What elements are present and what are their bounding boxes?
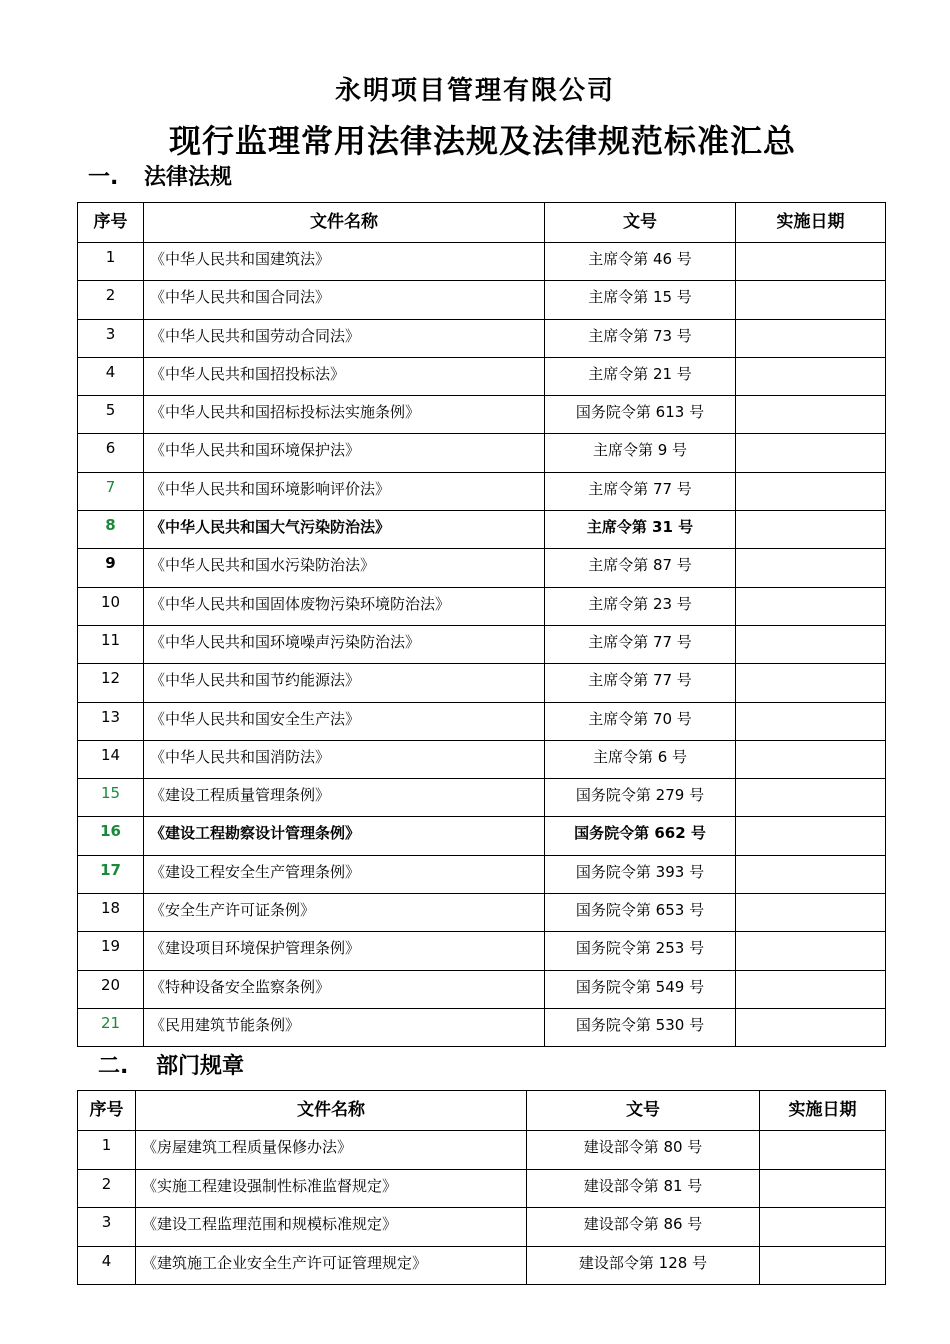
row-number-cell: 1 bbox=[78, 1131, 136, 1170]
effective-date-cell bbox=[736, 894, 886, 932]
effective-date-cell bbox=[736, 396, 886, 434]
table-row bbox=[78, 434, 886, 472]
effective-date-cell bbox=[736, 587, 886, 625]
document-name-cell: 《中华人民共和国劳动合同法》 bbox=[144, 319, 545, 357]
table-row bbox=[78, 396, 886, 434]
row-number-cell: 12 bbox=[78, 664, 144, 702]
document-number-cell: 主席令第 70 号 bbox=[545, 702, 736, 740]
row-number-cell: 6 bbox=[78, 434, 144, 472]
table-row bbox=[78, 1246, 886, 1285]
document-number-cell: 主席令第 9 号 bbox=[545, 434, 736, 472]
row-number-cell: 8 bbox=[78, 511, 144, 549]
row-number-cell: 11 bbox=[78, 625, 144, 663]
document-number-cell: 国务院令第 653 号 bbox=[545, 894, 736, 932]
document-number-cell: 国务院令第 530 号 bbox=[545, 1008, 736, 1046]
document-name-cell: 《中华人民共和国环境保护法》 bbox=[144, 434, 545, 472]
document-number-cell: 国务院令第 253 号 bbox=[545, 932, 736, 970]
table-row bbox=[78, 319, 886, 357]
table-row bbox=[78, 817, 886, 855]
document-name-cell: 《中华人民共和国招标投标法实施条例》 bbox=[144, 396, 545, 434]
document-number-cell: 主席令第 77 号 bbox=[545, 472, 736, 510]
effective-date-cell bbox=[736, 357, 886, 395]
header-name: 文件名称 bbox=[136, 1091, 527, 1131]
section1-title: 法律法规 bbox=[144, 165, 233, 190]
document-name-cell: 《中华人民共和国招投标法》 bbox=[144, 357, 545, 395]
document-number-cell: 主席令第 77 号 bbox=[545, 625, 736, 663]
document-number-cell: 主席令第 77 号 bbox=[545, 664, 736, 702]
row-number-cell: 3 bbox=[78, 1208, 136, 1247]
table-header-row bbox=[78, 1091, 886, 1131]
header-no: 序号 bbox=[78, 203, 144, 243]
table-row bbox=[78, 740, 886, 778]
document-name-cell: 《实施工程建设强制性标准监督规定》 bbox=[136, 1169, 527, 1208]
effective-date-cell bbox=[736, 549, 886, 587]
row-number-cell: 4 bbox=[78, 1246, 136, 1285]
section2-heading bbox=[98, 1049, 244, 1080]
company-name: 永明项目管理有限公司 bbox=[334, 76, 615, 106]
row-number-cell: 18 bbox=[78, 894, 144, 932]
document-number-cell: 主席令第 15 号 bbox=[545, 281, 736, 319]
effective-date-cell bbox=[760, 1208, 886, 1247]
table-row bbox=[78, 625, 886, 663]
row-number-cell: 10 bbox=[78, 587, 144, 625]
table-row bbox=[78, 855, 886, 893]
effective-date-cell bbox=[736, 817, 886, 855]
row-number-cell: 5 bbox=[78, 396, 144, 434]
document-number-cell: 主席令第 23 号 bbox=[545, 587, 736, 625]
row-number-cell: 15 bbox=[78, 779, 144, 817]
table-row bbox=[78, 970, 886, 1008]
document-name-cell: 《中华人民共和国环境噪声污染防治法》 bbox=[144, 625, 545, 663]
effective-date-cell bbox=[736, 740, 886, 778]
table-row bbox=[78, 587, 886, 625]
row-number-cell: 2 bbox=[78, 1169, 136, 1208]
table-row bbox=[78, 1208, 886, 1247]
table-row bbox=[78, 1008, 886, 1046]
effective-date-cell bbox=[736, 702, 886, 740]
document-number-cell: 国务院令第 279 号 bbox=[545, 779, 736, 817]
row-number-cell: 3 bbox=[78, 319, 144, 357]
document-name-cell: 《建设工程安全生产管理条例》 bbox=[144, 855, 545, 893]
effective-date-cell bbox=[736, 472, 886, 510]
table-row bbox=[78, 511, 886, 549]
document-name-cell: 《中华人民共和国合同法》 bbox=[144, 281, 545, 319]
document-name-cell: 《安全生产许可证条例》 bbox=[144, 894, 545, 932]
table-row bbox=[78, 281, 886, 319]
table-row bbox=[78, 702, 886, 740]
row-number-cell: 13 bbox=[78, 702, 144, 740]
effective-date-cell bbox=[736, 281, 886, 319]
effective-date-cell bbox=[736, 319, 886, 357]
document-name-cell: 《特种设备安全监察条例》 bbox=[144, 970, 545, 1008]
document-name-cell: 《中华人民共和国节约能源法》 bbox=[144, 664, 545, 702]
row-number-cell: 4 bbox=[78, 357, 144, 395]
row-number-cell: 2 bbox=[78, 281, 144, 319]
effective-date-cell bbox=[736, 625, 886, 663]
document-title: 现行监理常用法律法规及法律规范标准汇总 bbox=[168, 122, 796, 160]
table-row bbox=[78, 779, 886, 817]
table-row bbox=[78, 549, 886, 587]
document-name-cell: 《建设工程勘察设计管理条例》 bbox=[144, 817, 545, 855]
document-number-cell: 主席令第 46 号 bbox=[545, 243, 736, 281]
table-row bbox=[78, 932, 886, 970]
row-number-cell: 21 bbox=[78, 1008, 144, 1046]
header-doc: 文号 bbox=[545, 203, 736, 243]
row-number-cell: 20 bbox=[78, 970, 144, 1008]
document-name-cell: 《房屋建筑工程质量保修办法》 bbox=[136, 1131, 527, 1170]
document-name-cell: 《中华人民共和国消防法》 bbox=[144, 740, 545, 778]
effective-date-cell bbox=[736, 1008, 886, 1046]
document-number-cell: 主席令第 87 号 bbox=[545, 549, 736, 587]
document-number-cell: 主席令第 73 号 bbox=[545, 319, 736, 357]
header-date: 实施日期 bbox=[736, 203, 886, 243]
document-name-cell: 《建筑施工企业安全生产许可证管理规定》 bbox=[136, 1246, 527, 1285]
header-doc: 文号 bbox=[527, 1091, 760, 1131]
header-name: 文件名称 bbox=[144, 203, 545, 243]
table-row bbox=[78, 1131, 886, 1170]
document-number-cell: 国务院令第 549 号 bbox=[545, 970, 736, 1008]
effective-date-cell bbox=[736, 434, 886, 472]
document-number-cell: 国务院令第 393 号 bbox=[545, 855, 736, 893]
row-number-cell: 14 bbox=[78, 740, 144, 778]
document-number-cell: 国务院令第 613 号 bbox=[545, 396, 736, 434]
document-number-cell: 建设部令第 86 号 bbox=[527, 1208, 760, 1247]
row-number-cell: 17 bbox=[78, 855, 144, 893]
document-number-cell: 建设部令第 80 号 bbox=[527, 1131, 760, 1170]
row-number-cell: 19 bbox=[78, 932, 144, 970]
table-row bbox=[78, 243, 886, 281]
effective-date-cell bbox=[760, 1131, 886, 1170]
document-name-cell: 《中华人民共和国环境影响评价法》 bbox=[144, 472, 545, 510]
document-name-cell: 《中华人民共和国安全生产法》 bbox=[144, 702, 545, 740]
document-number-cell: 国务院令第 662 号 bbox=[545, 817, 736, 855]
document-number-cell: 主席令第 31 号 bbox=[545, 511, 736, 549]
effective-date-cell bbox=[736, 664, 886, 702]
section1-number: 一. bbox=[88, 165, 119, 190]
row-number-cell: 9 bbox=[78, 549, 144, 587]
table-row bbox=[78, 1169, 886, 1208]
row-number-cell: 1 bbox=[78, 243, 144, 281]
document-name-cell: 《建设项目环境保护管理条例》 bbox=[144, 932, 545, 970]
effective-date-cell bbox=[736, 243, 886, 281]
table-header-row bbox=[78, 203, 886, 243]
table-row bbox=[78, 357, 886, 395]
document-name-cell: 《建设工程质量管理条例》 bbox=[144, 779, 545, 817]
section2-title: 部门规章 bbox=[156, 1054, 245, 1079]
effective-date-cell bbox=[760, 1169, 886, 1208]
header-date: 实施日期 bbox=[760, 1091, 886, 1131]
document-number-cell: 建设部令第 128 号 bbox=[527, 1246, 760, 1285]
effective-date-cell bbox=[736, 932, 886, 970]
document-name-cell: 《中华人民共和国建筑法》 bbox=[144, 243, 545, 281]
document-name-cell: 《中华人民共和国水污染防治法》 bbox=[144, 549, 545, 587]
document-number-cell: 主席令第 21 号 bbox=[545, 357, 736, 395]
document-name-cell: 《中华人民共和国大气污染防治法》 bbox=[144, 511, 545, 549]
effective-date-cell bbox=[736, 970, 886, 1008]
document-name-cell: 《建设工程监理范围和规模标准规定》 bbox=[136, 1208, 527, 1247]
document-number-cell: 主席令第 6 号 bbox=[545, 740, 736, 778]
section2-number: 二. bbox=[98, 1054, 129, 1079]
header-no: 序号 bbox=[78, 1091, 136, 1131]
effective-date-cell bbox=[736, 779, 886, 817]
row-number-cell: 16 bbox=[78, 817, 144, 855]
row-number-cell: 7 bbox=[78, 472, 144, 510]
effective-date-cell bbox=[736, 855, 886, 893]
regulations-table bbox=[77, 1090, 886, 1285]
section1-heading bbox=[88, 160, 232, 191]
table-row bbox=[78, 664, 886, 702]
document-name-cell: 《民用建筑节能条例》 bbox=[144, 1008, 545, 1046]
table-row bbox=[78, 472, 886, 510]
laws-table bbox=[77, 202, 886, 1047]
effective-date-cell bbox=[760, 1246, 886, 1285]
effective-date-cell bbox=[736, 511, 886, 549]
document-number-cell: 建设部令第 81 号 bbox=[527, 1169, 760, 1208]
table-row bbox=[78, 894, 886, 932]
document-name-cell: 《中华人民共和国固体废物污染环境防治法》 bbox=[144, 587, 545, 625]
